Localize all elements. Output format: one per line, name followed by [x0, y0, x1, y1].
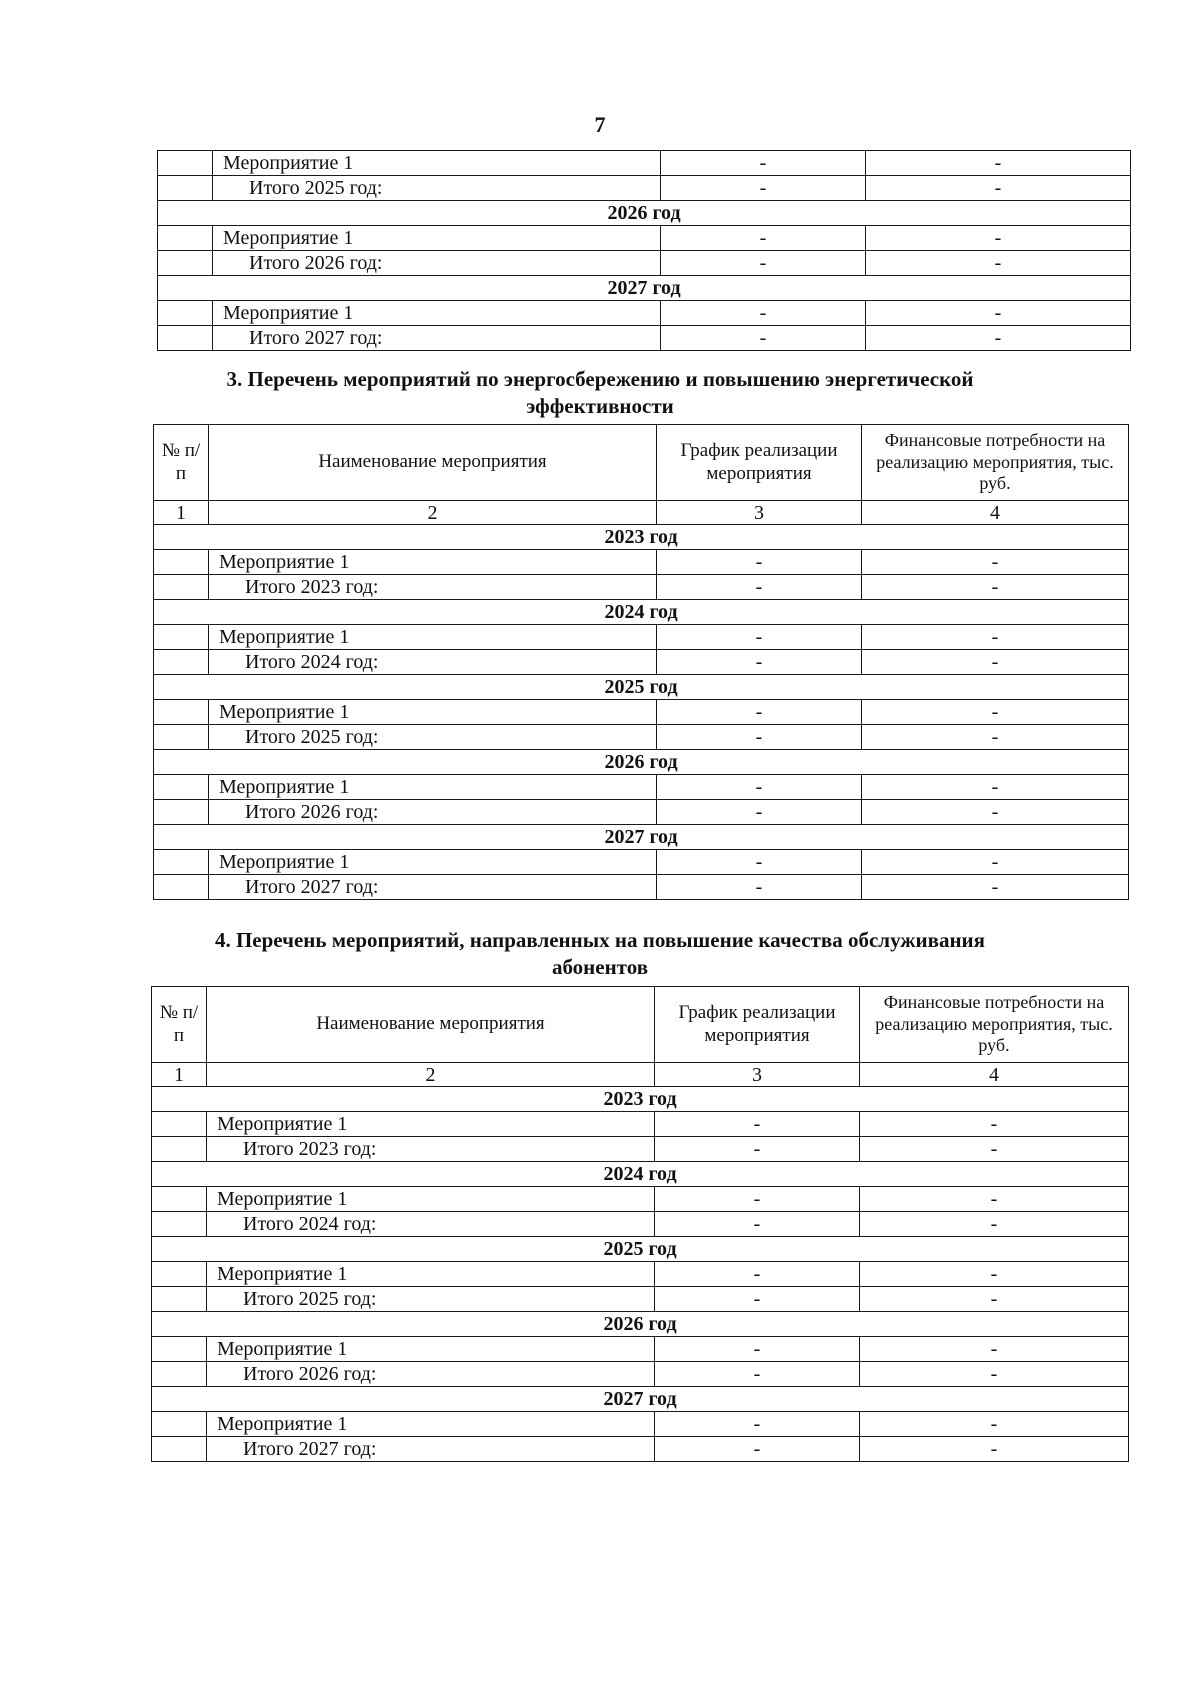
year-label: 2023 год [152, 1087, 1129, 1112]
year-row [154, 600, 1129, 625]
schedule-cell: - [655, 1112, 860, 1137]
total-row [152, 1287, 1129, 1312]
schedule-cell: - [657, 575, 862, 600]
schedule-cell: - [657, 550, 862, 575]
row-number-cell [152, 1112, 207, 1137]
year-row [158, 201, 1131, 226]
total-label: Итого 2027 год: [207, 1437, 655, 1462]
section-3-title [150, 366, 1050, 421]
col-number-2: 2 [209, 501, 657, 525]
schedule-cell: - [657, 775, 862, 800]
schedule-cell: - [655, 1362, 860, 1387]
item-row [158, 301, 1131, 326]
row-number-cell [154, 875, 209, 900]
table-body [154, 525, 1129, 900]
finance-cell: - [862, 625, 1129, 650]
schedule-cell: - [655, 1287, 860, 1312]
year-row [154, 825, 1129, 850]
year-label: 2026 год [154, 750, 1129, 775]
item-label: Мероприятие 1 [207, 1262, 655, 1287]
finance-cell: - [860, 1262, 1129, 1287]
finance-cell: - [862, 725, 1129, 750]
finance-cell: - [862, 700, 1129, 725]
finance-cell: - [866, 226, 1131, 251]
schedule-cell: - [657, 725, 862, 750]
row-number-cell [152, 1362, 207, 1387]
section-4-title [150, 927, 1050, 982]
col-number-3: 3 [655, 1063, 860, 1087]
total-label: Итого 2026 год: [209, 800, 657, 825]
total-label: Итого 2027 год: [209, 875, 657, 900]
item-row [158, 151, 1131, 176]
row-number-cell [154, 700, 209, 725]
table-section-3 [153, 424, 1129, 900]
header-schedule: График реализации мероприятия [657, 425, 862, 501]
section-4-title-line1: 4. Перечень мероприятий, направленных на повышение качества обслуживания [214, 928, 986, 952]
section-3-title-line1: 3. Перечень мероприятий по энергосбережению и повышению энергетической [226, 367, 974, 391]
year-label: 2027 год [154, 825, 1129, 850]
table-section-4 [151, 986, 1129, 1462]
finance-cell: - [860, 1137, 1129, 1162]
total-label: Итого 2026 год: [207, 1362, 655, 1387]
total-label: Итого 2025 год: [213, 176, 661, 201]
row-number-cell [152, 1437, 207, 1462]
item-row [154, 700, 1129, 725]
item-row [154, 775, 1129, 800]
year-label: 2024 год [152, 1162, 1129, 1187]
finance-cell: - [862, 850, 1129, 875]
section-3-title-line2: эффективности [526, 394, 674, 419]
finance-cell: - [862, 775, 1129, 800]
item-label: Мероприятие 1 [213, 151, 661, 176]
col-number-2: 2 [207, 1063, 655, 1087]
schedule-cell: - [657, 700, 862, 725]
page-number: 7 [594, 112, 606, 137]
year-label: 2027 год [152, 1387, 1129, 1412]
schedule-cell: - [657, 625, 862, 650]
total-row [158, 176, 1131, 201]
header-schedule: График реализации мероприятия [655, 987, 860, 1063]
finance-cell: - [862, 800, 1129, 825]
schedule-cell: - [657, 850, 862, 875]
total-row [158, 251, 1131, 276]
finance-cell: - [860, 1187, 1129, 1212]
row-number-cell [154, 850, 209, 875]
header-name: Наименование мероприятия [207, 987, 655, 1063]
year-row [152, 1312, 1129, 1337]
finance-cell: - [862, 575, 1129, 600]
schedule-cell: - [655, 1437, 860, 1462]
finance-cell: - [860, 1437, 1129, 1462]
row-number-cell [152, 1137, 207, 1162]
finance-cell: - [860, 1287, 1129, 1312]
finance-cell: - [866, 301, 1131, 326]
total-label: Итого 2023 год: [209, 575, 657, 600]
schedule-cell: - [655, 1212, 860, 1237]
finance-cell: - [860, 1362, 1129, 1387]
year-label: 2025 год [154, 675, 1129, 700]
schedule-cell: - [655, 1187, 860, 1212]
col-number-4: 4 [862, 501, 1129, 525]
schedule-cell: - [655, 1137, 860, 1162]
item-row [154, 625, 1129, 650]
item-row [152, 1112, 1129, 1137]
row-number-cell [152, 1337, 207, 1362]
year-row [152, 1087, 1129, 1112]
schedule-cell: - [655, 1262, 860, 1287]
year-row [152, 1162, 1129, 1187]
col-number-4: 4 [860, 1063, 1129, 1087]
item-row [152, 1337, 1129, 1362]
row-number-cell [152, 1412, 207, 1437]
row-number-cell [154, 575, 209, 600]
item-label: Мероприятие 1 [207, 1112, 655, 1137]
year-label: 2027 год [158, 276, 1131, 301]
row-number-cell [154, 625, 209, 650]
table-body [152, 1087, 1129, 1462]
year-label: 2025 год [152, 1237, 1129, 1262]
table-body [158, 151, 1131, 351]
row-number-cell [158, 251, 213, 276]
row-number-cell [152, 1262, 207, 1287]
total-label: Итого 2026 год: [213, 251, 661, 276]
schedule-cell: - [661, 301, 866, 326]
col-number-1: 1 [152, 1063, 207, 1087]
finance-cell: - [862, 875, 1129, 900]
schedule-cell: - [655, 1412, 860, 1437]
total-label: Итого 2024 год: [207, 1212, 655, 1237]
total-label: Итого 2024 год: [209, 650, 657, 675]
finance-cell: - [860, 1212, 1129, 1237]
total-row [152, 1437, 1129, 1462]
header-finance: Финансовые потребности на реализацию мероприятия, тыс. руб. [862, 425, 1129, 501]
schedule-cell: - [661, 251, 866, 276]
finance-cell: - [862, 550, 1129, 575]
finance-cell: - [866, 176, 1131, 201]
schedule-cell: - [655, 1337, 860, 1362]
row-number-cell [152, 1287, 207, 1312]
item-label: Мероприятие 1 [209, 850, 657, 875]
year-label: 2023 год [154, 525, 1129, 550]
total-row [152, 1137, 1129, 1162]
schedule-cell: - [657, 875, 862, 900]
item-row [152, 1262, 1129, 1287]
total-row [154, 575, 1129, 600]
schedule-cell: - [661, 326, 866, 351]
finance-cell: - [860, 1112, 1129, 1137]
item-row [152, 1187, 1129, 1212]
finance-cell: - [866, 251, 1131, 276]
year-row [158, 276, 1131, 301]
section-4-title-line2: абонентов [551, 955, 649, 980]
row-number-cell [152, 1187, 207, 1212]
item-label: Мероприятие 1 [213, 301, 661, 326]
row-number-cell [152, 1212, 207, 1237]
year-row [152, 1237, 1129, 1262]
year-row [154, 675, 1129, 700]
finance-cell: - [860, 1412, 1129, 1437]
row-number-cell [158, 326, 213, 351]
total-row [158, 326, 1131, 351]
finance-cell: - [860, 1337, 1129, 1362]
item-label: Мероприятие 1 [209, 700, 657, 725]
year-row [154, 525, 1129, 550]
col-number-1: 1 [154, 501, 209, 525]
row-number-cell [158, 226, 213, 251]
total-label: Итого 2025 год: [207, 1287, 655, 1312]
total-row [152, 1212, 1129, 1237]
total-row [152, 1362, 1129, 1387]
year-row [154, 750, 1129, 775]
year-label: 2026 год [158, 201, 1131, 226]
total-row [154, 725, 1129, 750]
schedule-cell: - [657, 800, 862, 825]
row-number-cell [158, 151, 213, 176]
item-row [154, 850, 1129, 875]
year-label: 2024 год [154, 600, 1129, 625]
table-header [152, 987, 1129, 1087]
item-label: Мероприятие 1 [213, 226, 661, 251]
row-number-cell [154, 775, 209, 800]
header-finance: Финансовые потребности на реализацию мероприятия, тыс. руб. [860, 987, 1129, 1063]
item-label: Мероприятие 1 [207, 1187, 655, 1212]
total-label: Итого 2025 год: [209, 725, 657, 750]
year-row [152, 1387, 1129, 1412]
item-label: Мероприятие 1 [209, 775, 657, 800]
header-number: № п/п [152, 987, 207, 1063]
header-number: № п/п [154, 425, 209, 501]
total-label: Итого 2023 год: [207, 1137, 655, 1162]
total-label: Итого 2027 год: [213, 326, 661, 351]
finance-cell: - [866, 326, 1131, 351]
row-number-cell [154, 650, 209, 675]
row-number-cell [154, 550, 209, 575]
year-label: 2026 год [152, 1312, 1129, 1337]
finance-cell: - [866, 151, 1131, 176]
item-label: Мероприятие 1 [209, 625, 657, 650]
schedule-cell: - [661, 226, 866, 251]
total-row [154, 800, 1129, 825]
schedule-cell: - [661, 176, 866, 201]
table-header [154, 425, 1129, 525]
total-row [154, 650, 1129, 675]
item-row [152, 1412, 1129, 1437]
row-number-cell [154, 800, 209, 825]
header-name: Наименование мероприятия [209, 425, 657, 501]
item-label: Мероприятие 1 [209, 550, 657, 575]
item-label: Мероприятие 1 [207, 1337, 655, 1362]
col-number-3: 3 [657, 501, 862, 525]
item-row [154, 550, 1129, 575]
row-number-cell [158, 301, 213, 326]
row-number-cell [158, 176, 213, 201]
table-continuation [157, 150, 1131, 351]
row-number-cell [154, 725, 209, 750]
item-row [158, 226, 1131, 251]
total-row [154, 875, 1129, 900]
finance-cell: - [862, 650, 1129, 675]
item-label: Мероприятие 1 [207, 1412, 655, 1437]
schedule-cell: - [657, 650, 862, 675]
schedule-cell: - [661, 151, 866, 176]
